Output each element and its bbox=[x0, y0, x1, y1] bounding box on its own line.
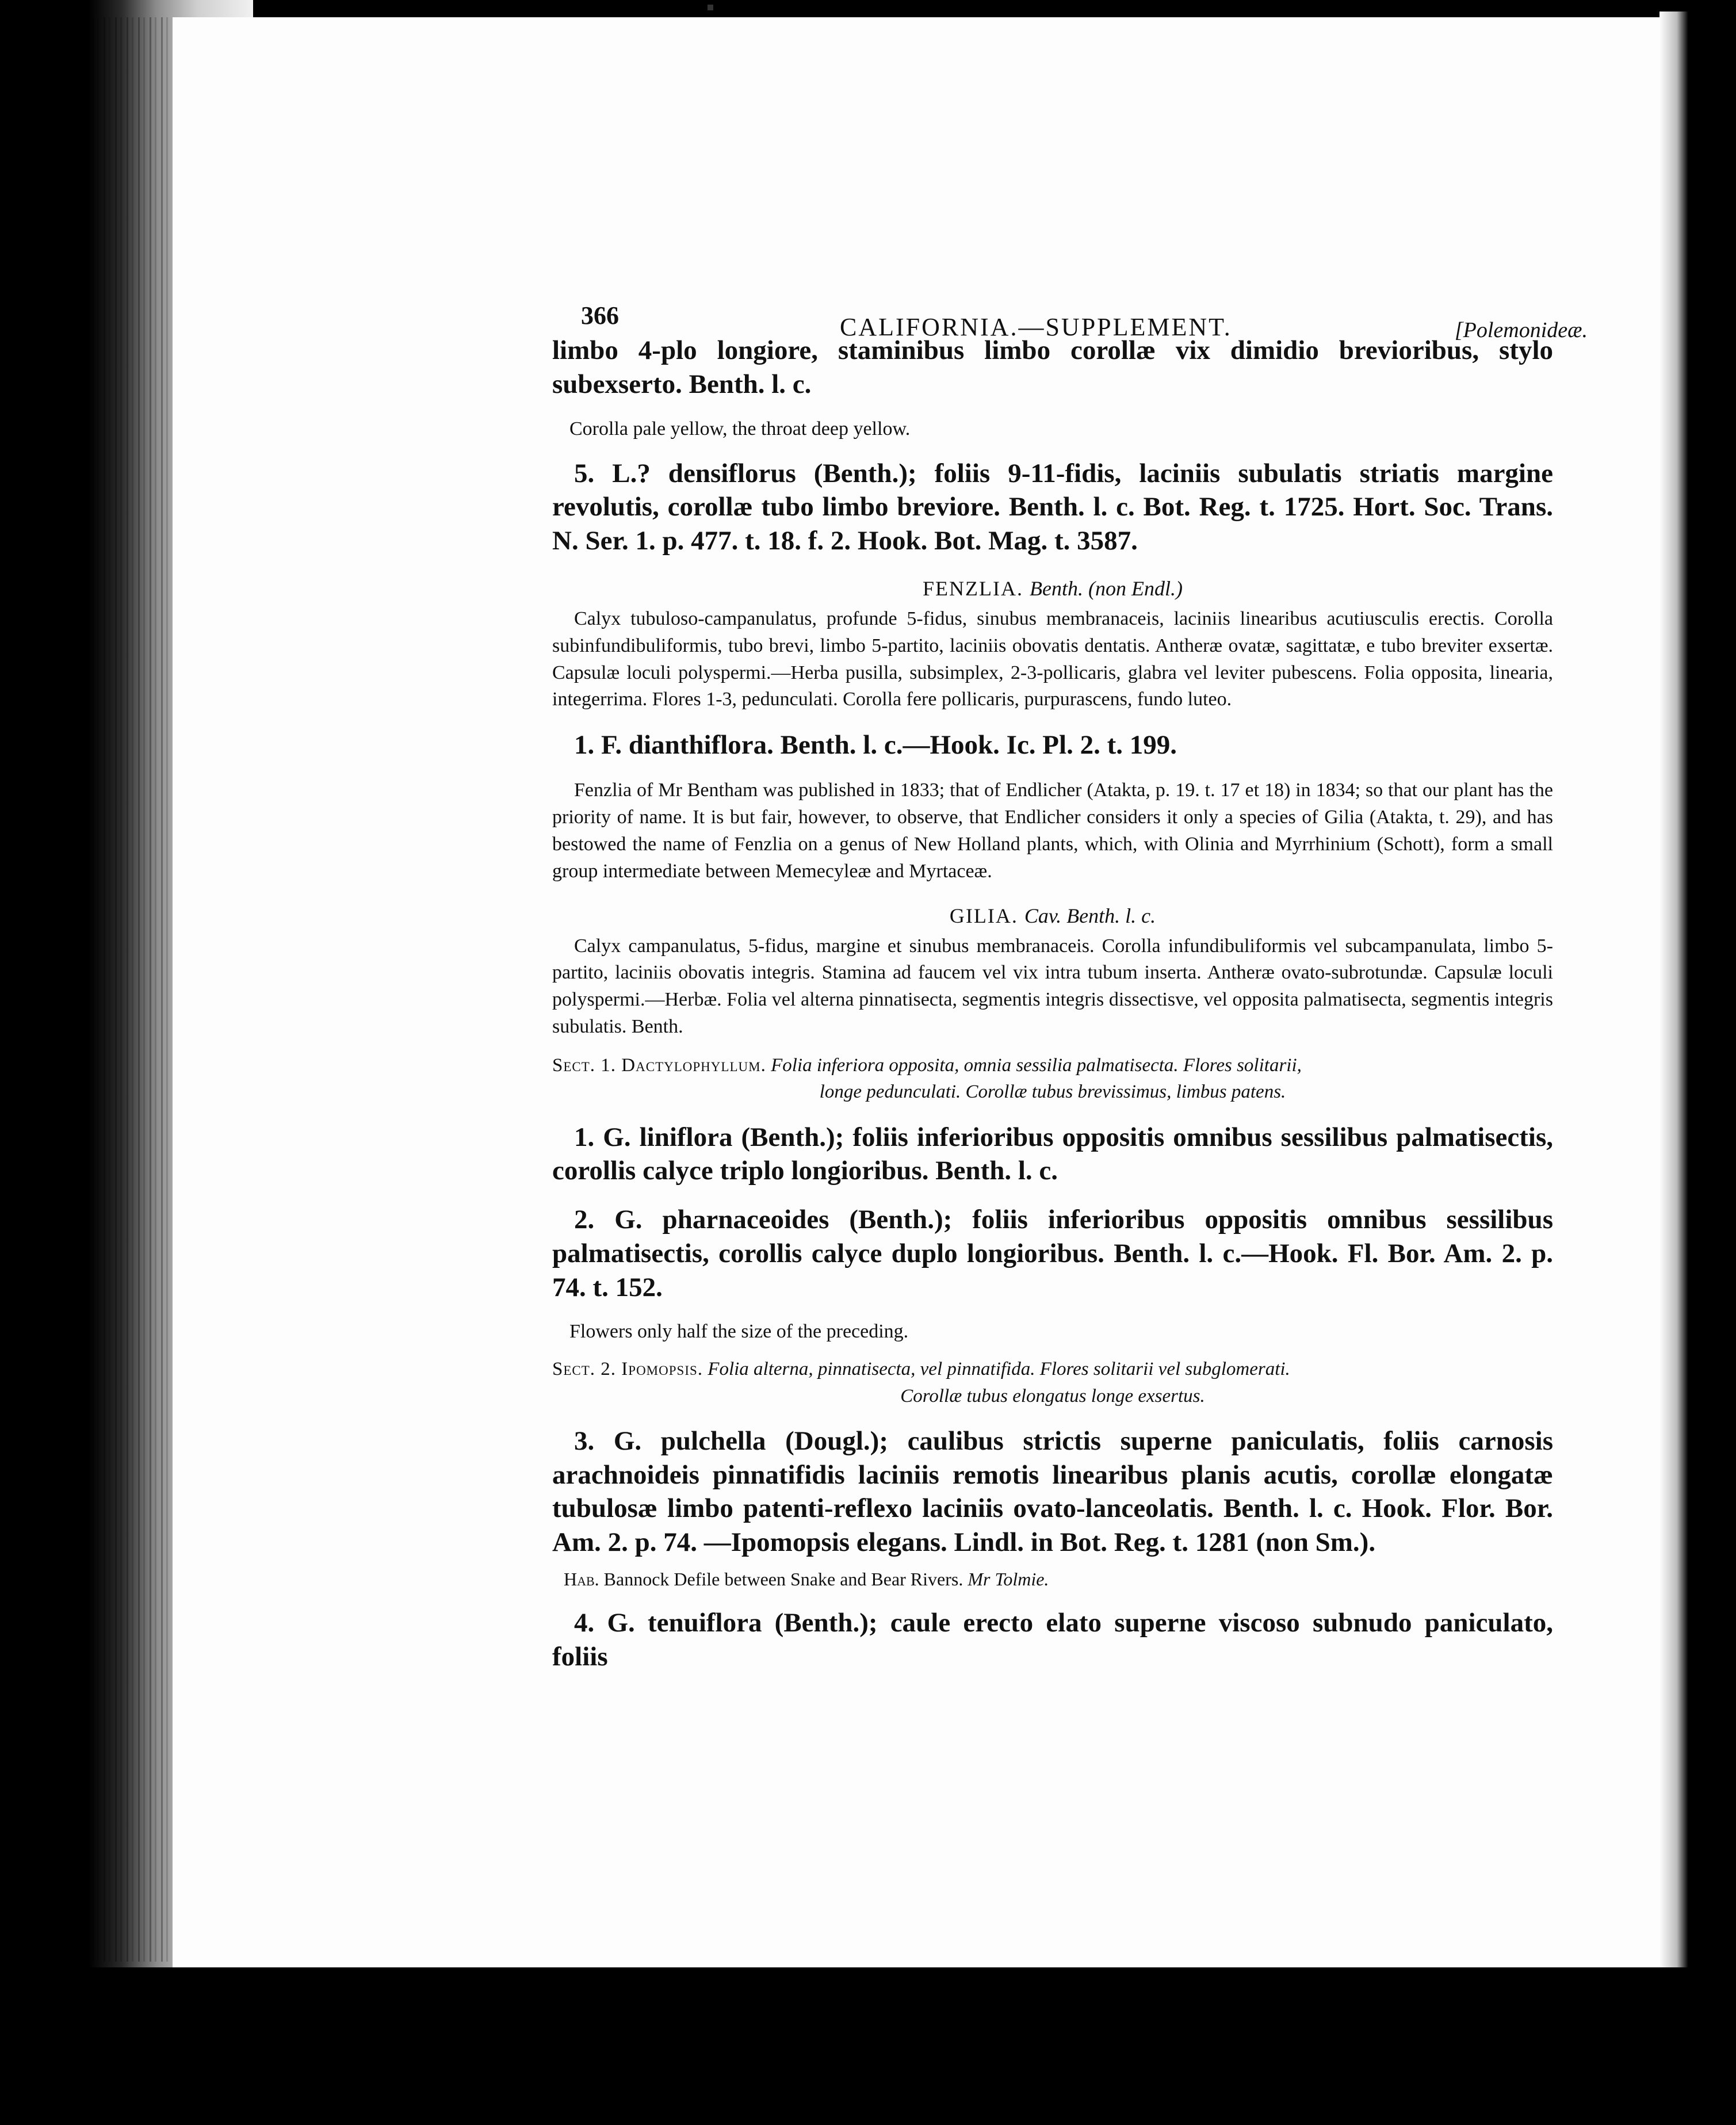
habitat-line bbox=[564, 1568, 1553, 1592]
species-5-densiflorus: 5. L.? densiflorus (Benth.); foliis 9-11-fidis, laciniis subulatis striatis margine revolutis, corollæ tubo limbo breviore. Benth. l. c. Bot. Reg. t. 1725. Hort. Soc. Trans. N. Ser. 1. p. 477. t. 18. f. 2. Hook. Bot. Mag. t. 3587. bbox=[552, 458, 1553, 556]
genus-heading-fenzlia bbox=[552, 575, 1553, 602]
fenzlia-species-1: 1. F. dianthiflora. Benth. l. c.—Hook. Ic. Pl. 2. t. 199. bbox=[574, 730, 1177, 760]
genus-name: GILIA. bbox=[949, 904, 1018, 927]
section-text-continued: longe pedunculati. Corollæ tubus brevissimus, limbus patens. bbox=[819, 1081, 1286, 1103]
gilia-species-2-pharnaceoides: 2. G. pharnaceoides (Benth.); foliis inferioribus oppositis omnibus sessilibus palmatisectis, corollis calyce duplo longioribus. Benth. l. c.—Hook. Fl. Bor. Am. 2. p. 74. t. 152. bbox=[552, 1205, 1553, 1302]
note-flower-size: Flowers only half the size of the preceding. bbox=[569, 1321, 909, 1343]
scan-speck bbox=[708, 5, 713, 10]
section-2-ipomopsis bbox=[552, 1356, 1553, 1409]
section-text-continued: Corollæ tubus elongatus longe exsertus. bbox=[900, 1385, 1205, 1407]
running-header bbox=[552, 288, 1588, 342]
section-text: Folia alterna, pinnatisecta, vel pinnatifida. Flores solitarii vel subglomerati. bbox=[708, 1359, 1290, 1380]
gilia-species-4-tenuiflora: 4. G. tenuiflora (Benth.); caule erecto elato superne viscoso subnudo paniculato, foliis bbox=[552, 1608, 1553, 1672]
gilia-species-3-pulchella: 3. G. pulchella (Dougl.); caulibus strictis superne paniculatis, foliis carnosis arachnoideis pinnatifidis laciniis remotis linearibus planis acutis, corollæ elongatæ tubulosæ limbo patenti-reflexo laciniis ovato-lanceolatis. Benth. l. c. Hook. Flor. Bor. Am. 2. p. 74. —Ipomopsis elegans. Lindl. in Bot. Reg. t. 1281 (non Sm.). bbox=[552, 1425, 1553, 1558]
section-label: Sect. 2. Ipomopsis. bbox=[552, 1359, 703, 1380]
running-title: CALIFORNIA.—SUPPLEMENT. bbox=[840, 313, 1232, 341]
section-text: Folia inferiora opposita, omnia sessilia palmatisecta. Flores solitarii, bbox=[771, 1055, 1302, 1076]
section-label: Sect. 1. Dactylophyllum. bbox=[552, 1055, 766, 1076]
gilia-description: Calyx campanulatus, 5-fidus, margine et sinubus membranaceis. Corolla infundibuliformis vel subcampanulata, limbo 5-partito, laciniis obovatis integris. Stamina ad faucem vel vix intra tubum inserta. Antheræ ovato-subrotundæ. Capsulæ loculi polyspermi.—Herbæ. Folia vel alterna pinnatisecta, segmentis integris dissectisve, vel opposita palmatisecta, segmentis integris subulatis. Benth. bbox=[552, 935, 1553, 1038]
genus-heading-gilia bbox=[552, 903, 1553, 930]
section-1-dactylophyllum bbox=[552, 1052, 1553, 1105]
genus-authority: Cav. Benth. l. c. bbox=[1024, 904, 1156, 927]
scan-right-margin bbox=[1659, 12, 1688, 1967]
family-name: [Polemonideæ. bbox=[1454, 318, 1588, 342]
scan-bottom-border bbox=[0, 1967, 1736, 2125]
habitat-text: Bannock Defile between Snake and Bear Rivers. bbox=[603, 1568, 963, 1589]
habitat-label: Hab. bbox=[564, 1568, 599, 1589]
page-text bbox=[552, 288, 1588, 1674]
continued-description: limbo 4-plo longiore, staminibus limbo corollæ vix dimidio brevioribus, stylo subexserto. Benth. l. c. bbox=[552, 335, 1553, 399]
genus-name: FENZLIA. bbox=[923, 576, 1024, 600]
genus-authority: Benth. (non Endl.) bbox=[1030, 576, 1183, 600]
page-number: 366 bbox=[581, 301, 619, 330]
fenzlia-description: Calyx tubuloso-campanulatus, profunde 5-fidus, sinubus membranaceis, laciniis linearibus acutiusculis erectis. Corolla subinfundibuliformis, tubo brevi, limbo 5-partito, laciniis obovatis dentatis. Antheræ ovatæ, sagittatæ, e tubo breviter exsertæ. Capsulæ loculi polyspermi.—Herba pusilla, subsimplex, 2-3-pollicaris, glabra vel leviter pubescens. Folia opposita, linearia, integerrima. Flores 1-3, pedunculati. Corolla fere pollicaris, purpurascens, fundo luteo. bbox=[552, 607, 1553, 710]
collector: Mr Tolmie. bbox=[968, 1568, 1049, 1589]
fenzlia-nomenclature-note: Fenzlia of Mr Bentham was published in 1833; that of Endlicher (Atakta, p. 19. t. 17 et 18) in 1834; so that our plant has the priority of name. It is but fair, however, to observe, that Endlicher considers it only a species of Gilia (Atakta, t. 29), and has bestowed the name of Fenzlia on a genus of New Holland plants, which, with Olinia and Myrrhinium (Schott), form a small group intermediate between Memecyleæ and Myrtaceæ. bbox=[552, 779, 1553, 882]
note-corolla-colour: Corolla pale yellow, the throat deep yellow. bbox=[569, 418, 911, 439]
scan-right-border bbox=[1688, 0, 1736, 2125]
gilia-species-1-liniflora: 1. G. liniflora (Benth.); foliis inferioribus oppositis omnibus sessilibus palmatisectis, corollis calyce triplo longioribus. Benth. l. c. bbox=[552, 1122, 1553, 1186]
